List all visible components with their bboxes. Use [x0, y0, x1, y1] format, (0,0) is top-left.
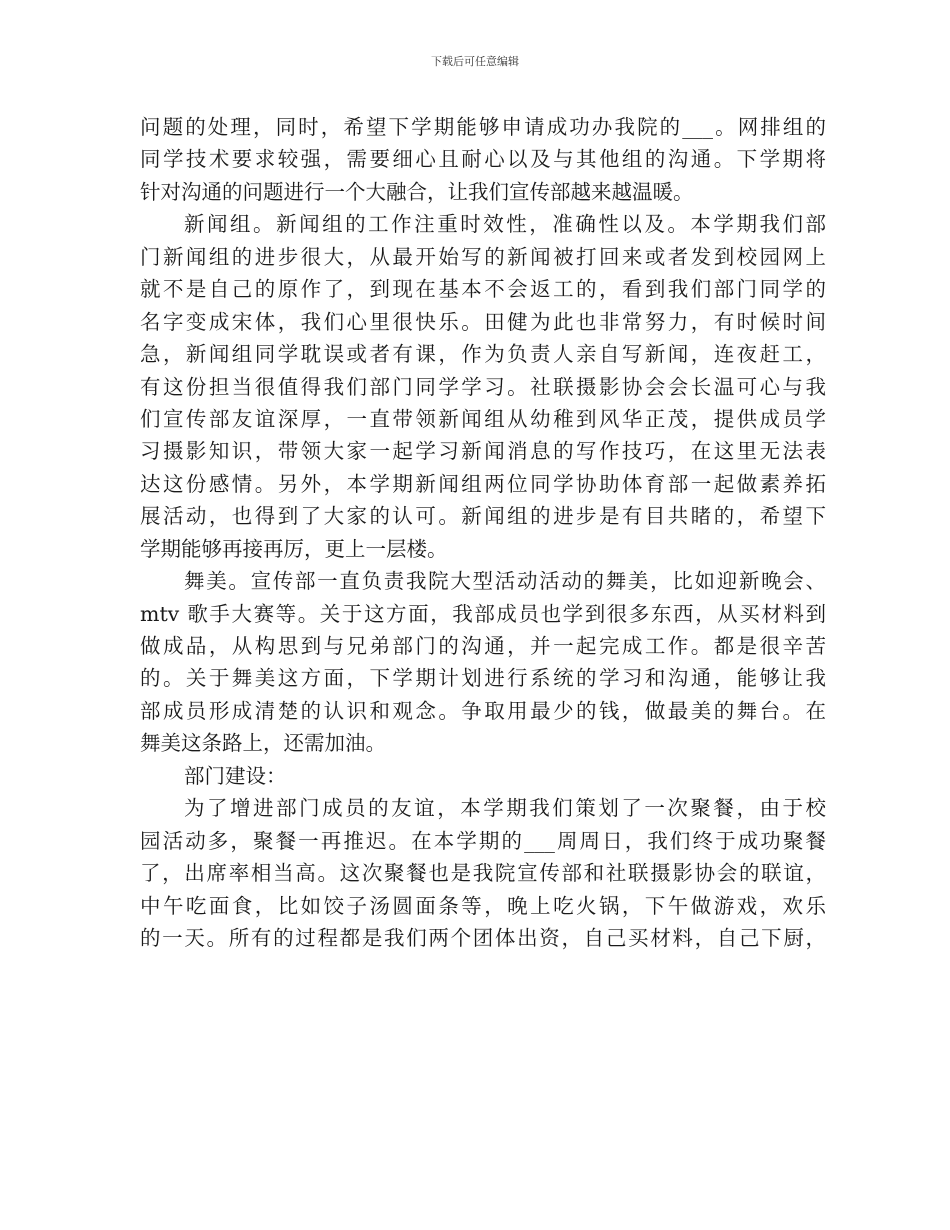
text-line: 针对沟通的问题进行一个大融合，让我们宣传部越来越温暖。: [140, 179, 694, 204]
text-line: 舞美。宣传部一直负责我院大型活动活动的舞美，比如迎新晚会、: [184, 569, 826, 594]
text-line: 习摄影知识，带领大家一起学习新闻消息的写作技巧，在这里无法表: [140, 439, 826, 464]
text-line: mtv 歌手大赛等。关于这方面，我部成员也学到很多东西，从买材料到: [140, 601, 826, 626]
text-line: 的一天。所有的过程都是我们两个团体出资，自己买材料，自己下厨，: [140, 925, 826, 950]
text-line: 问题的处理，同时，希望下学期能够申请成功办我院的___。网排组的: [140, 115, 826, 139]
text-line: 就不是自己的原作了，到现在基本不会返工的，看到我们部门同学的: [140, 277, 826, 302]
text-line: 有这份担当很值得我们部门同学学习。社联摄影协会会长温可心与我: [140, 374, 826, 399]
text-line: 部成员形成清楚的认识和观念。争取用最少的钱，做最美的舞台。在: [140, 698, 826, 723]
text-line: 同学技术要求较强，需要细心且耐心以及与其他组的沟通。下学期将: [140, 147, 826, 172]
text-line: 部门建设：: [184, 763, 287, 788]
text-line: 急，新闻组同学耽误或者有课，作为负责人亲自写新闻，连夜赶工，: [140, 342, 826, 367]
text-line: 了，出席率相当高。这次聚餐也是我院宣传部和社联摄影协会的联谊，: [140, 861, 826, 886]
text-line: 中午吃面食，比如饺子汤圆面条等，晚上吃火锅，下午做游戏，欢乐: [140, 893, 826, 918]
text-line: 名字变成宋体，我们心里很快乐。田健为此也非常努力，有时候时间: [140, 309, 826, 334]
text-line: 为了增进部门成员的友谊，本学期我们策划了一次聚餐，由于校: [184, 796, 826, 821]
text-line: 的。关于舞美这方面，下学期计划进行系统的学习和沟通，能够让我: [140, 666, 826, 691]
document-body: [140, 111, 826, 954]
text-line: 新闻组。新闻组的工作注重时效性，准确性以及。本学期我们部: [184, 212, 826, 237]
text-line: 门新闻组的进步很大，从最开始写的新闻被打回来或者发到校园网上: [140, 244, 826, 269]
text-line: 园活动多，聚餐一再推迟。在本学期的___周周日，我们终于成功聚餐: [140, 828, 826, 853]
text-line: 舞美这条路上，还需加油。: [140, 731, 386, 756]
text-line: 们宣传部友谊深厚，一直带领新闻组从幼稚到风华正茂，提供成员学: [140, 406, 826, 431]
text-line: 达这份感情。另外，本学期新闻组两位同学协助体育部一起做素养拓: [140, 471, 826, 496]
text-line: 展活动，也得到了大家的认可。新闻组的进步是有目共睹的，希望下: [140, 504, 826, 529]
page-header: 下载后可任意编辑: [431, 55, 519, 68]
text-line: 做成品，从构思到与兄弟部门的沟通，并一起完成工作。都是很辛苦: [140, 634, 826, 658]
text-line: 学期能够再接再厉，更上一层楼。: [140, 536, 448, 561]
